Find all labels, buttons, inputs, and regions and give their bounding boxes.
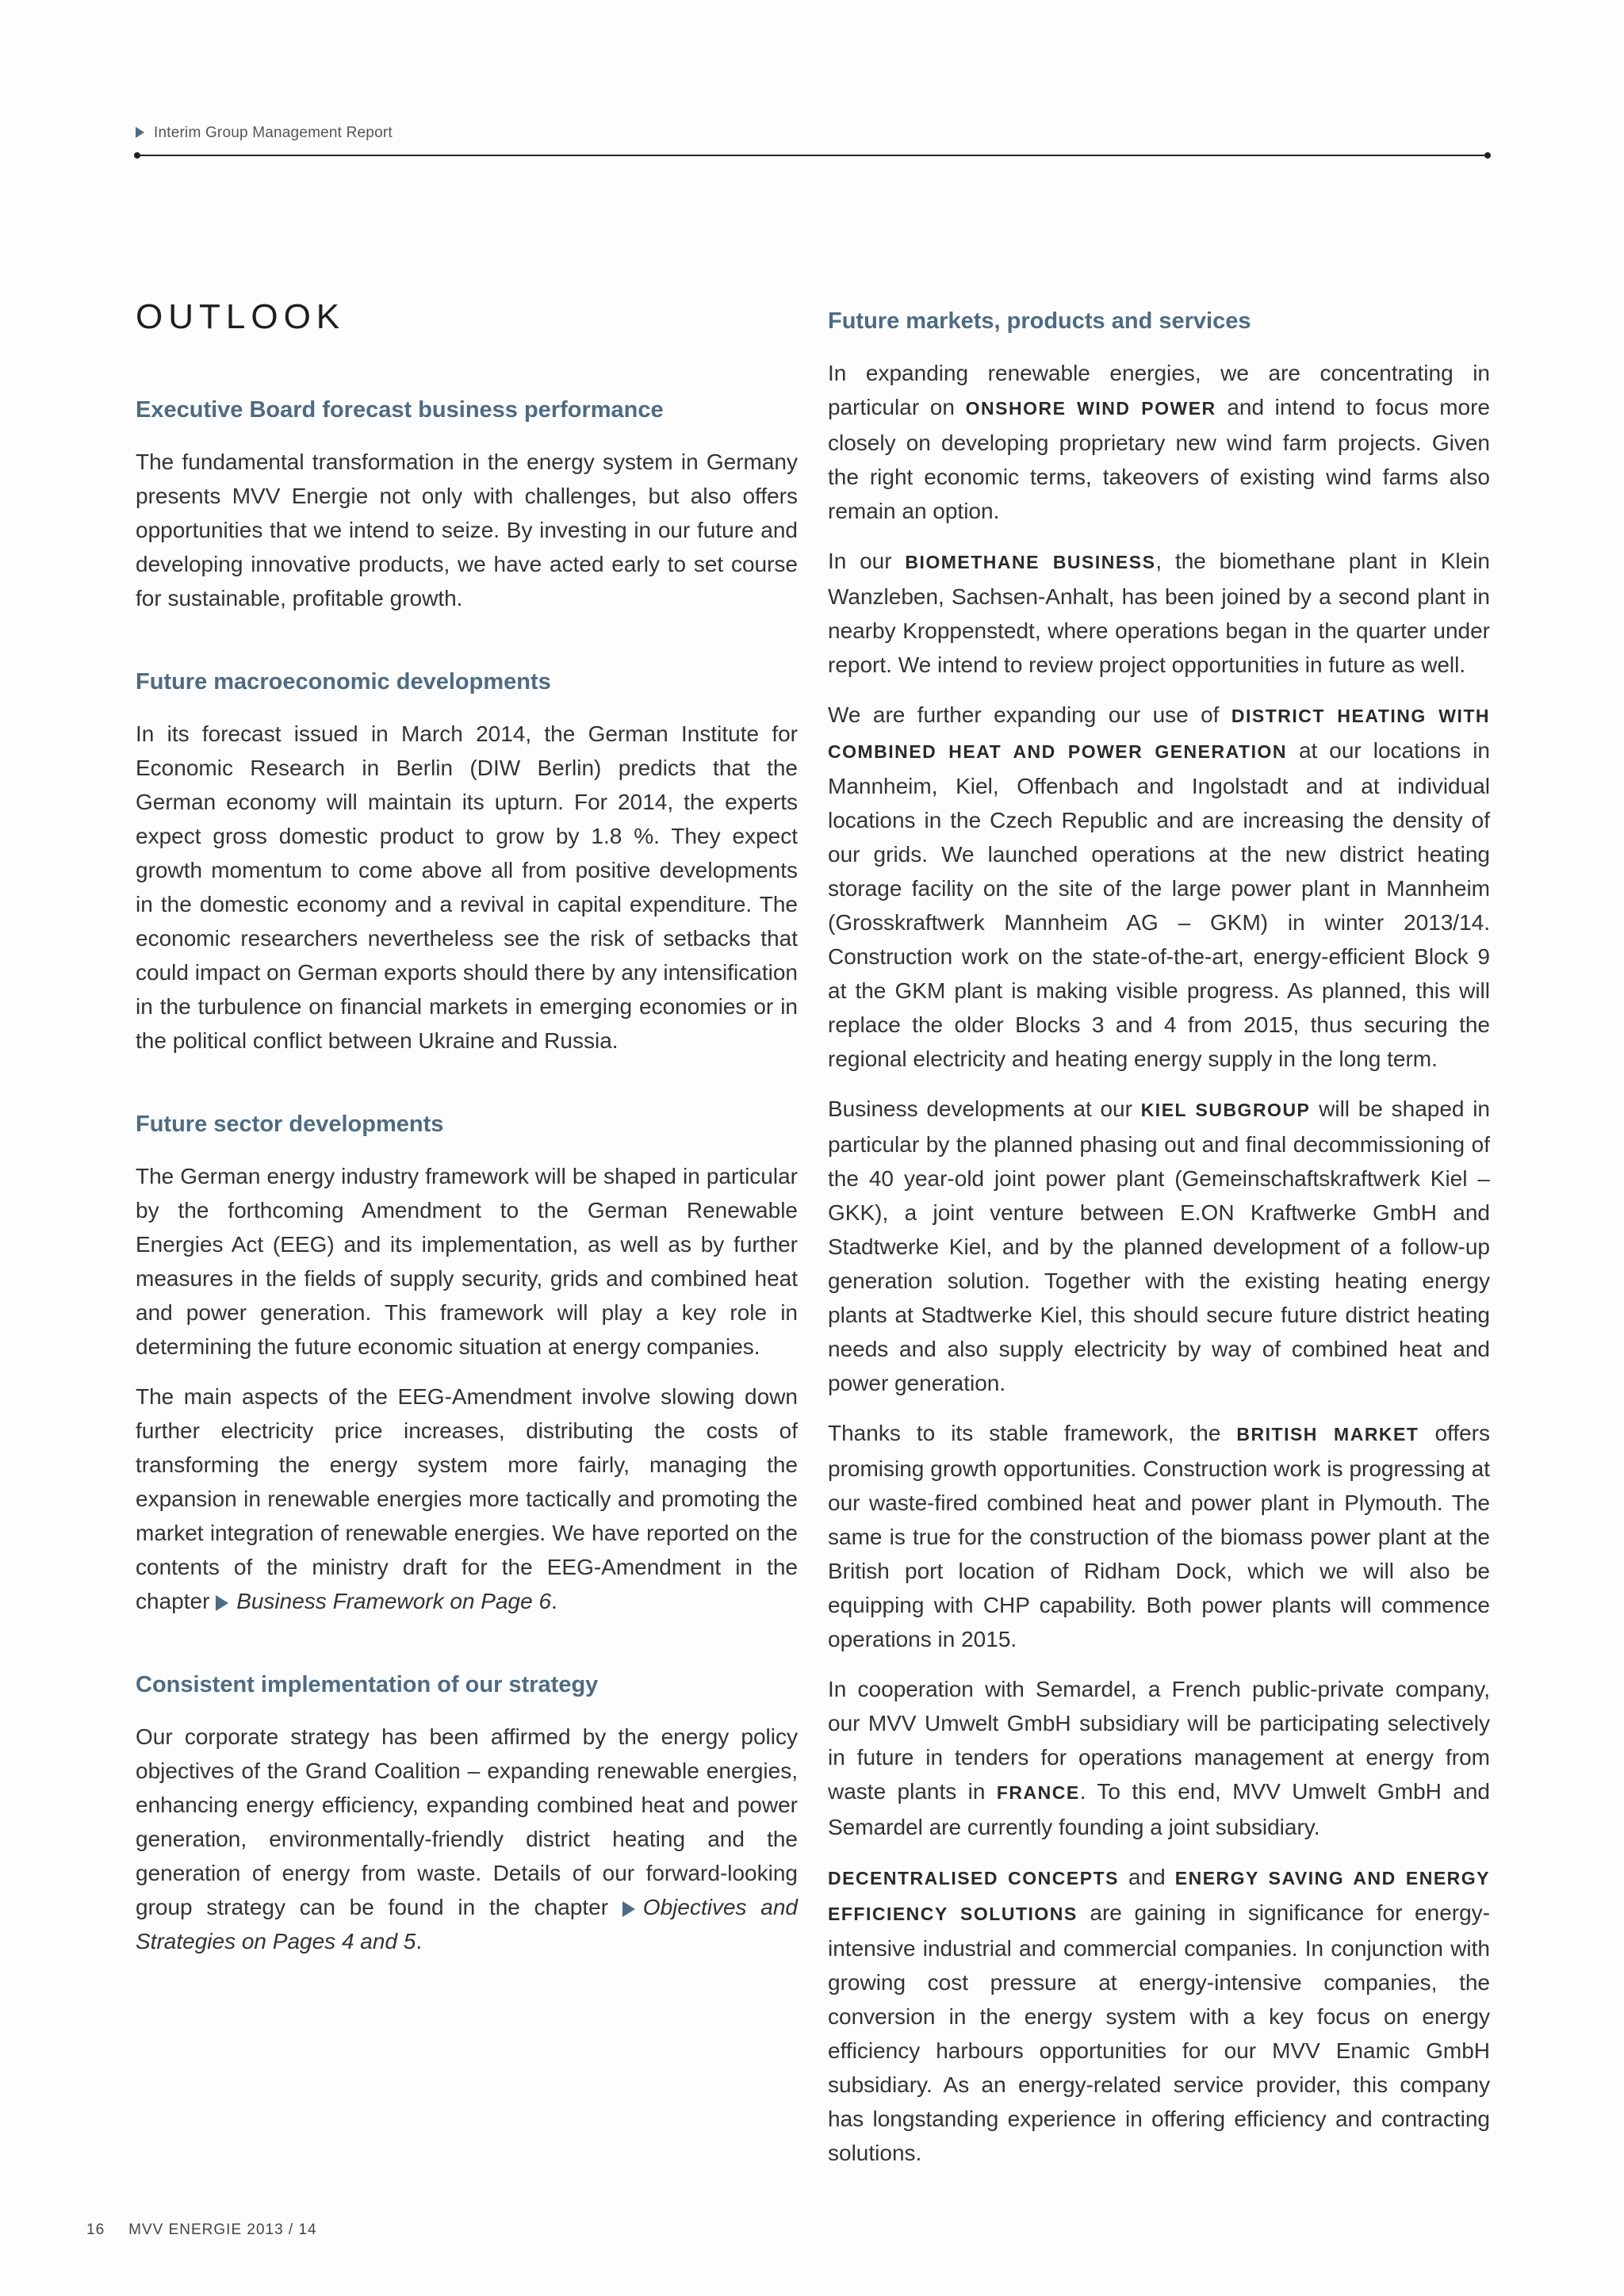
running-header-text: Interim Group Management Report	[154, 124, 393, 141]
cross-reference-link[interactable]: Objectives and Strategies on Pages 4 and 5	[136, 1895, 798, 1954]
keyword: DECENTRALISED CONCEPTS	[828, 1868, 1119, 1888]
left-column	[136, 297, 798, 1974]
triangle-link-icon	[622, 1901, 635, 1917]
keyword: BIOMETHANE BUSINESS	[905, 552, 1156, 572]
rule-dot-right	[1484, 152, 1491, 159]
running-header	[136, 124, 393, 142]
keyword: BRITISH MARKET	[1236, 1424, 1419, 1445]
paragraph: In cooperation with Semardel, a French public-private company, our MVV Umwelt GmbH subsidiary will be participating selectively in future in tenders for operations management at energy from waste plants in FRANCE. To this end, MVV Umwelt GmbH and Semardel are currently founding a joint subsidiary.	[828, 1677, 1491, 1839]
triangle-link-icon	[216, 1595, 228, 1611]
paragraph: The main aspects of the EEG-Amendment involve slowing down further electricity price increases, distributing the costs of transforming the energy system more fairly, managing the expansion in renewable energies more tactically and promoting the market integration of renewable energies. We have reported on the contents of the ministry draft for the EEG-Amendment in the chapter Business Framework on Page 6.	[136, 1384, 798, 1613]
right-column	[828, 305, 1490, 2186]
section-heading-sector: Future sector developments	[136, 1112, 444, 1137]
section-heading-macroeconomic: Future macroeconomic developments	[136, 669, 551, 695]
keyword: ENERGY SAVING AND ENERGY EFFICIENCY SOLUTIONS	[828, 1868, 1491, 1924]
keyword: KIEL SUBGROUP	[1140, 1100, 1311, 1120]
page-number: 16	[86, 2221, 105, 2238]
paragraph: Business developments at our KIEL SUBGROUP will be shaped in particular by the planned phasing out and final decommissioning of the 40 year-old joint power plant (Gemeinschaftskraftwerk Kiel – GKK), a joint venture between E.ON Kraftwerke GmbH and Stadtwerke Kiel, and by the planned development of a follow-up generation solution. Together with the existing heating energy plants at Stadtwerke Kiel, this should secure future district heating needs and also supply electricity by way of combined heat and power generation.	[828, 1096, 1490, 1395]
section-heading-strategy: Consistent implementation of our strategy	[136, 1672, 599, 1697]
paragraph: We are further expanding our use of DISTRICT HEATING WITH COMBINED HEAT AND POWER GENERATION at our locations in Mannheim, Kiel, Offenbach and Ingolstadt and at individual locations in the Czech Republic and are increasing the density of our grids. We launched operations at the new district heating storage facility on the site of the large power plant in Mannheim (Grosskraftwerk Mannheim AG – GKM) in winter 2013/14. Construction work on the state-of-the-art, energy-efficient Block 9 at the GKM plant is making visible progress. As planned, this will replace the older Blocks 3 and 4 from 2015, thus securing the regional electricity and heating energy supply in the long term.	[828, 702, 1490, 1071]
paragraph: In expanding renewable energies, we are concentrating in particular on ONSHORE WIND POWER and intend to focus more closely on developing proprietary new wind farm projects. Given the right economic terms, takeovers of existing wind farms also remain an option.	[828, 361, 1490, 523]
paragraph: DECENTRALISED CONCEPTS and ENERGY SAVING AND ENERGY EFFICIENCY SOLUTIONS are gaining in significance for energy-intensive industrial and commercial companies. In conjunction with growing cost pressure at energy-intensive companies, the conversion in the energy system with a key focus on energy efficiency harbours opportunities for our MVV Enamic GmbH subsidiary. As an energy-related service provider, this company has longstanding experience in offering efficiency and contracting solutions.	[828, 1865, 1491, 2165]
keyword: FRANCE	[996, 1782, 1080, 1803]
paragraph: The fundamental transformation in the energy system in Germany presents MVV Energie not only with challenges, but also offers opportunities that we intend to seize. By investing in our future and developing innovative products, we have acted early to set course for sustainable, profitable growth.	[136, 450, 798, 610]
page-footer	[86, 2221, 317, 2239]
triangle-marker-icon	[136, 127, 144, 138]
cross-reference-link[interactable]: Business Framework on Page 6	[216, 1589, 551, 1613]
paragraph: Our corporate strategy has been affirmed by the energy policy objectives of the Grand Coalition – expanding renewable energies, enhancing energy efficiency, expanding combined heat and power generation, environmentally-friendly district heating and the generation of energy from waste. Details of our forward-looking group strategy can be found in the chapter Objectives and Strategies on Pages 4 and 5.	[136, 1724, 798, 1954]
section-heading-forecast: Executive Board forecast business performance	[136, 397, 664, 423]
rule-dot-left	[134, 152, 140, 159]
paragraph: In our BIOMETHANE BUSINESS, the biomethane plant in Klein Wanzleben, Sachsen-Anhalt, has been joined by a second plant in nearby Kroppenstedt, where operations began in the quarter under report. We intend to review project opportunities in future as well.	[828, 549, 1490, 677]
keyword: DISTRICT HEATING WITH COMBINED HEAT AND POWER GENERATION	[828, 706, 1490, 762]
paragraph: Thanks to its stable framework, the BRITISH MARKET offers promising growth opportunities. Construction work is progressing at our waste-fired combined heat and power plant in Plymouth. The same is true for the construction of the biomass power plant at the British port location of Ridham Dock, which we will also be equipping with CHP capability. Both power plants will commence operations in 2015.	[828, 1421, 1490, 1651]
header-rule	[136, 155, 1489, 156]
paragraph: The German energy industry framework will be shaped in particular by the forthcoming Amendment to the German Renewable Energies Act (EEG) and its implementation, as well as by further measures in the fields of supply security, grids and combined heat and power generation. This framework will play a key role in determining the future economic situation at energy companies.	[136, 1164, 798, 1359]
paragraph: In its forecast issued in March 2014, the German Institute for Economic Research in Berlin (DIW Berlin) predicts that the German economy will maintain its upturn. For 2014, the experts expect gross domestic product to grow by 1.8 %. They expect growth momentum to come above all from positive developments in the domestic economy and a revival in capital expenditure. The economic researchers nevertheless see the risk of setbacks that could impact on German exports should there by any intensification in the turbulence on financial markets in emerging economies or in the political conflict between Ukraine and Russia.	[136, 721, 798, 1053]
section-heading-future-markets: Future markets, products and services	[828, 308, 1251, 334]
page-title: OUTLOOK	[136, 297, 346, 336]
publication-title: MVV ENERGIE 2013 / 14	[128, 2221, 317, 2238]
keyword: ONSHORE WIND POWER	[965, 398, 1216, 419]
